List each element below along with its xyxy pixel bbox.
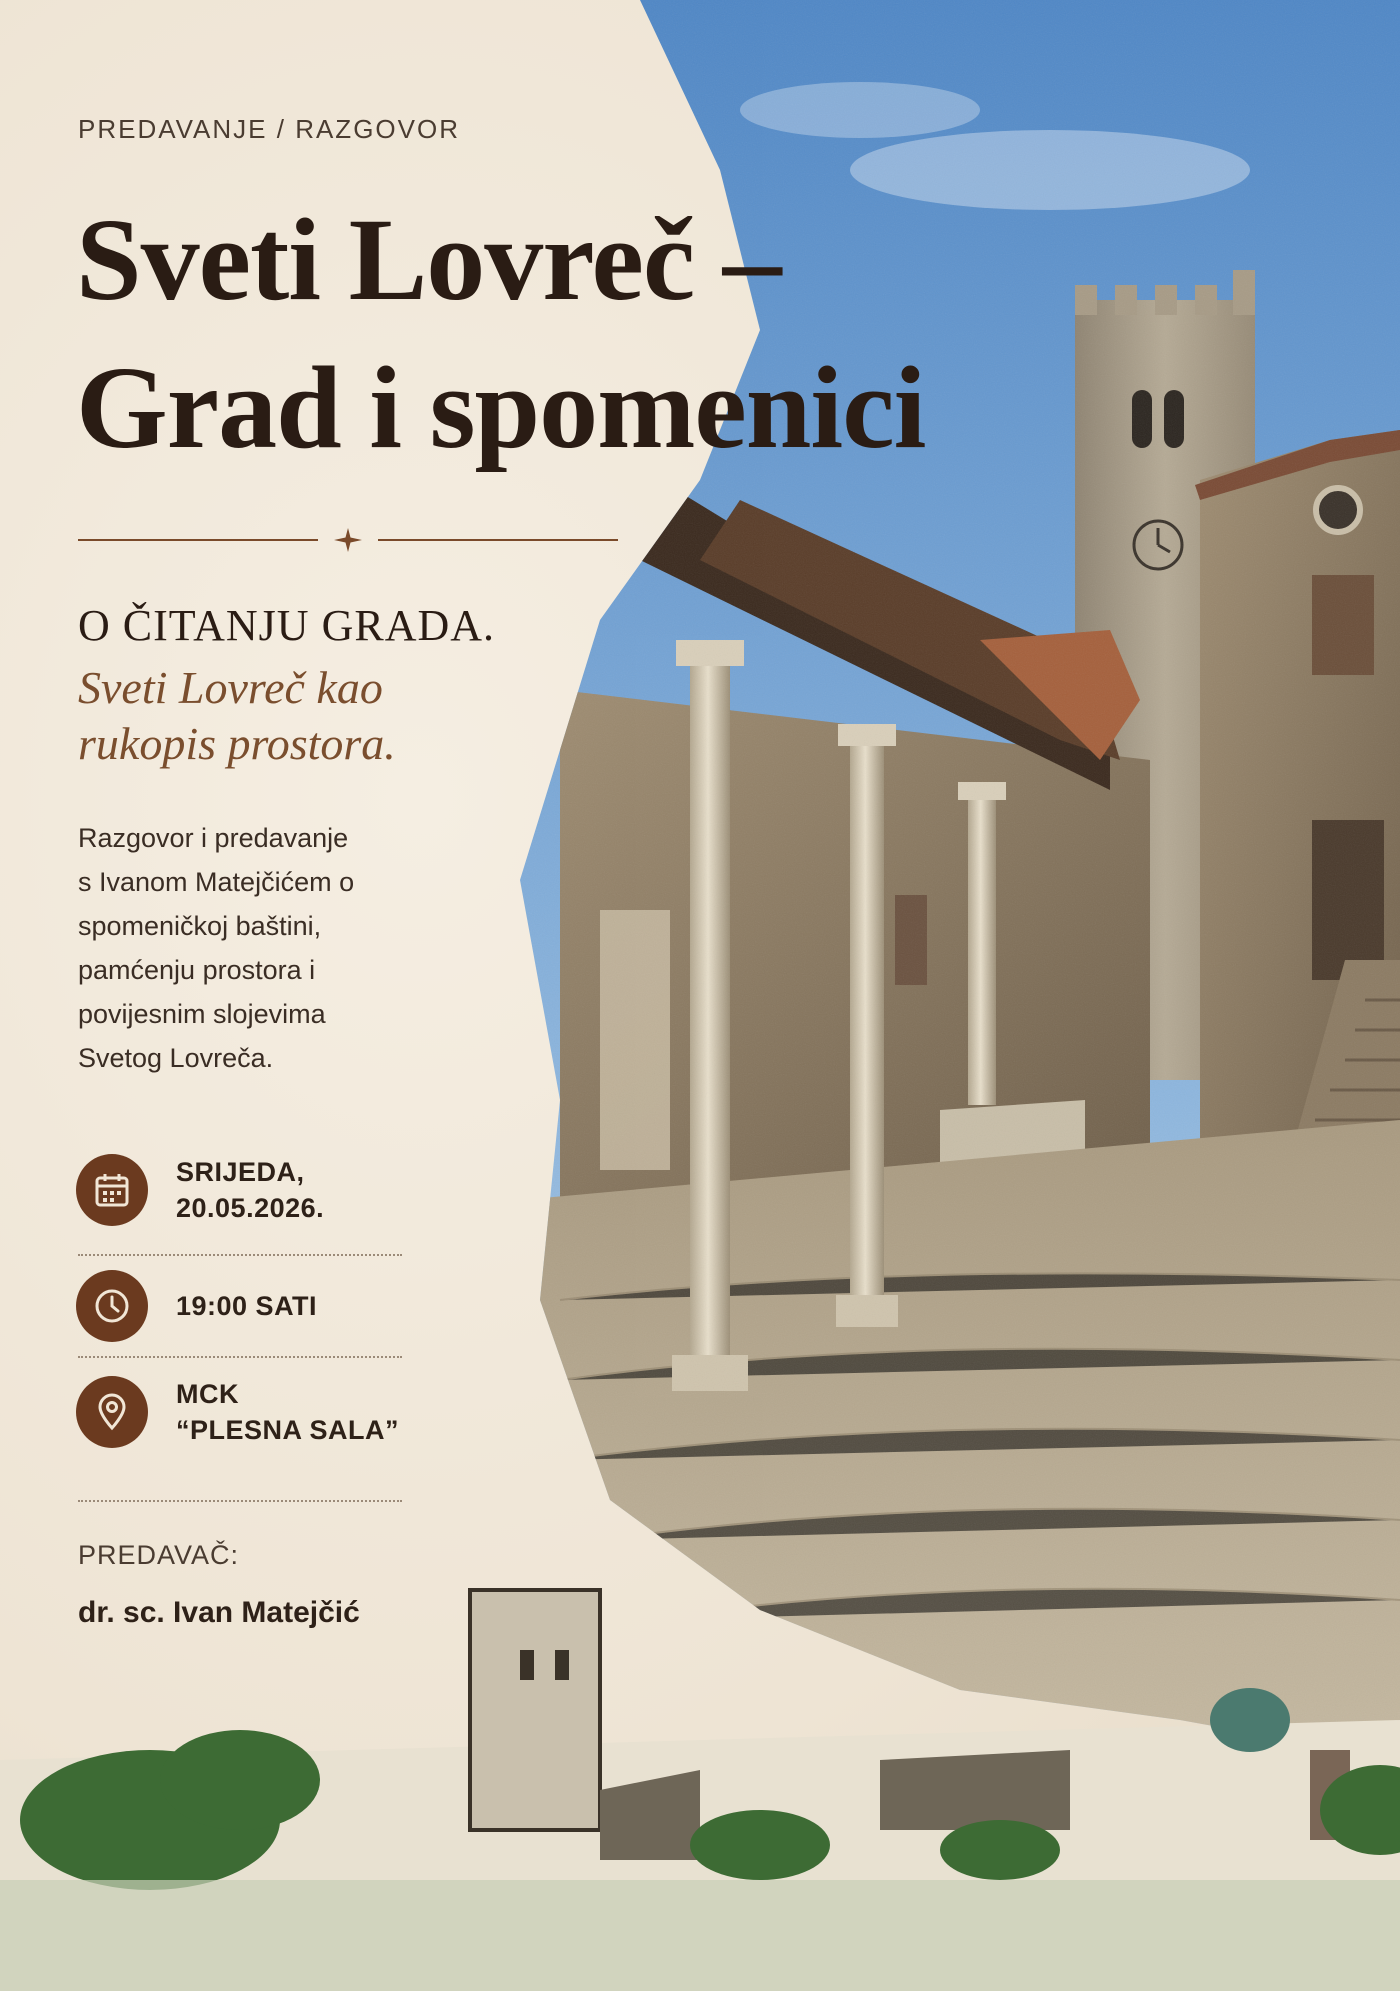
title-line-2: Grad i spomenici [76,342,926,473]
lecturer-label: PREDAVAČ: [78,1540,240,1570]
dotted-divider [78,1500,402,1502]
location-room: “PLESNA SALA” [176,1415,400,1445]
event-type-label: PREDAVANJE / RAZGOVOR [78,114,460,144]
date-value: 20.05.2026. [176,1193,325,1223]
date-day: SRIJEDA, [176,1157,305,1187]
ornamental-divider [78,528,618,552]
description-line: s Ivanom Matejčićem o [78,867,355,897]
sparkle-icon [334,528,362,552]
description-line: spomeničkoj baštini, [78,911,322,941]
poster-title [76,186,925,482]
event-location [76,1376,406,1448]
subheading: O ČITANJU GRADA. [78,601,496,650]
description-line: povijesnim slojevima [78,999,326,1029]
subheading-italic-line-2: rukopis prostora. [78,718,396,769]
dotted-divider [78,1356,402,1358]
dotted-divider [78,1254,402,1256]
clock-icon [76,1270,148,1342]
event-description [78,816,354,1080]
lecturer-name: dr. sc. Ivan Matejčić [78,1596,360,1629]
event-time [76,1270,406,1342]
description-line: Svetog Lovreča. [78,1043,274,1073]
event-date [76,1154,406,1226]
description-line: Razgovor i predavanje [78,823,349,853]
title-line-1: Sveti Lovreč – [76,194,781,325]
description-line: pamćenju prostora i [78,955,316,985]
time-value: 19:00 SATI [176,1291,318,1321]
calendar-icon [76,1154,148,1226]
subheading-italic-line-1: Sveti Lovreč kao [78,662,383,713]
subheading-italic [78,660,396,772]
location-venue: MCK [176,1379,239,1409]
location-pin-icon [76,1376,148,1448]
